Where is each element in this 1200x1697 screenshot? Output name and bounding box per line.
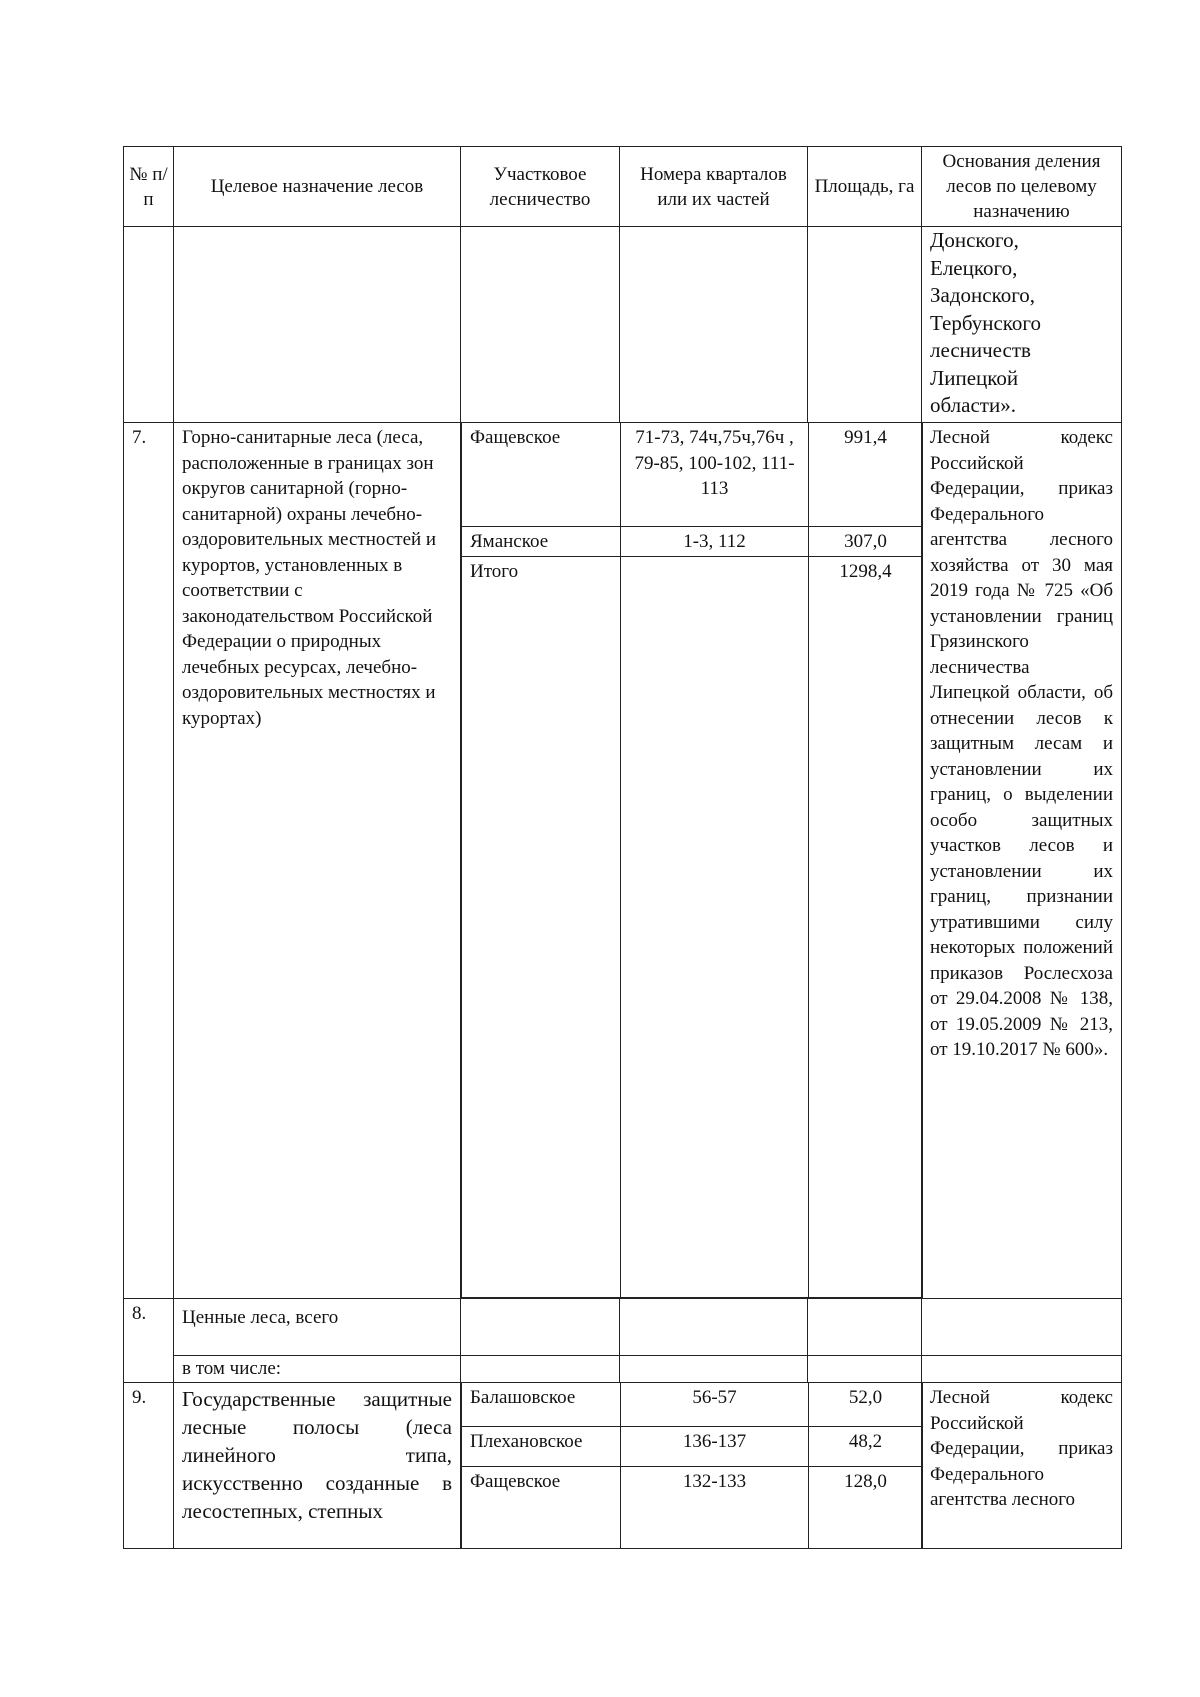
table-row-continuation xyxy=(124,227,1122,423)
row7-forestry-0: Фащевское xyxy=(462,423,621,526)
row9-num: 9. xyxy=(124,1383,174,1549)
row9-quarters-2: 132-133 xyxy=(621,1466,809,1548)
row8-num: 8. xyxy=(124,1299,174,1383)
row8-sub-label: в том числе: xyxy=(174,1356,461,1383)
row9-basis: Лесной кодекс Российской Федерации, приказ Федерального агентства лесного xyxy=(922,1383,1122,1549)
header-forestry: Участковое лесничество xyxy=(461,147,620,227)
row7-area-0: 991,4 xyxy=(809,423,923,526)
header-basis: Основания деления лесов по целевому назначению xyxy=(922,147,1122,227)
header-num: № п/п xyxy=(124,147,174,227)
row7-sub-0 xyxy=(462,423,923,526)
row9-area-1: 48,2 xyxy=(809,1426,923,1466)
row7-quarters-0: 71-73, 74ч,75ч,76ч , 79-85, 100-102, 111-113 xyxy=(621,423,809,526)
row9-forestry-1: Плехановское xyxy=(462,1426,621,1466)
row7-basis: Лесной кодекс Российской Федерации, приказ Федерального агентства лесного хозяйства от 30 мая 2019 года № 725 «Об установлении границ Грязинского лесничества Липецкой области, об отнесении лесов к защитным лесам и установлении их границ, о выделении особо защитных участков лесов и установлении их границ, признании утратившими силу некоторых положений приказов Рослесхоза от 29.04.2008 № 138, от 19.05.2009 № 213, от 19.10.2017 № 600». xyxy=(922,423,1122,1299)
row8-purpose: Ценные леса, всего xyxy=(174,1299,461,1356)
table-row-7 xyxy=(124,423,1122,1299)
row9-forestry-0: Балашовское xyxy=(462,1383,621,1426)
row7-forestry-total: Итого xyxy=(462,557,621,1298)
header-area: Площадь, га xyxy=(808,147,922,227)
table-header-row xyxy=(124,147,1122,227)
row9-purpose: Государственные защитные лесные полосы (леса линейного типа, искусственно созданные в лесостепных, степных xyxy=(174,1383,461,1549)
row7-quarters-1: 1-3, 112 xyxy=(621,526,809,557)
row7-sub-1 xyxy=(462,526,923,557)
forest-purpose-table xyxy=(123,146,1122,1549)
row7-purpose: Горно-санитарные леса (леса, расположенные в границах зон округов санитарной (горно-санитарной) охраны лечебно-оздоровительных местностей и курортов, установленных в соответствии с законодательством Российской Федерации о природных лечебных ресурсах, лечебно-оздоровительных местностях и курортах) xyxy=(174,423,461,1299)
row7-num: 7. xyxy=(124,423,174,1299)
row9-quarters-1: 136-137 xyxy=(621,1426,809,1466)
row9-sub-2 xyxy=(462,1466,923,1548)
row7-area-1: 307,0 xyxy=(809,526,923,557)
header-quarters: Номера кварталов или их частей xyxy=(620,147,808,227)
table-row-8-sub xyxy=(124,1356,1122,1383)
row7-sub-total xyxy=(462,557,923,1298)
continuation-basis: Донского, Елецкого, Задонского, Тербунского лесничеств Липецкой области». xyxy=(922,227,1122,423)
row7-forestry-1: Ямaнское xyxy=(462,526,621,557)
row7-area-total: 1298,4 xyxy=(809,557,923,1298)
row9-area-2: 128,0 xyxy=(809,1466,923,1548)
row7-quarters-total xyxy=(621,557,809,1298)
table-row-8 xyxy=(124,1299,1122,1356)
table-row-9 xyxy=(124,1383,1122,1549)
row9-area-0: 52,0 xyxy=(809,1383,923,1426)
row9-forestry-2: Фащевское xyxy=(462,1466,621,1548)
row9-quarters-0: 56-57 xyxy=(621,1383,809,1426)
row9-sub-0 xyxy=(462,1383,923,1426)
header-purpose: Целевое назначение лесов xyxy=(174,147,461,227)
row9-sub-1 xyxy=(462,1426,923,1466)
